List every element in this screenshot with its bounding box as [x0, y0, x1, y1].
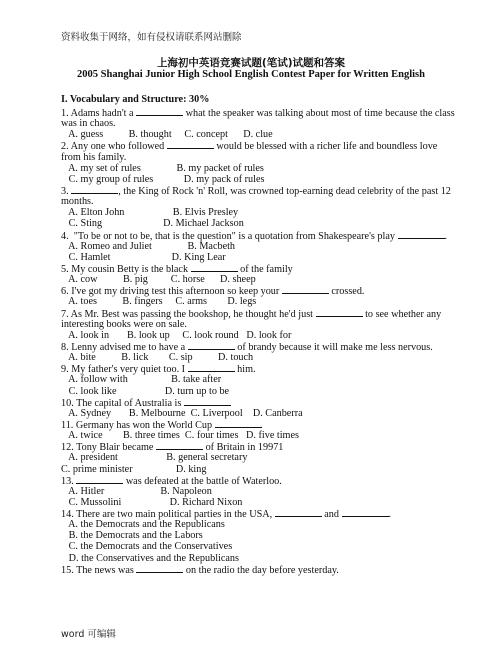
question-line: B. the Democrats and the Labors	[61, 530, 203, 542]
question-line: 10. The capital of Australia is	[61, 397, 446, 408]
question-line: 15. The news was on the radio the day before yesterday.	[61, 564, 339, 576]
answer-blank	[167, 140, 214, 149]
question-line: C. Hamlet D. King Lear	[61, 251, 226, 263]
question-line: C. prime minister D. king	[61, 463, 207, 475]
question-line: A. president B. general secretary	[61, 452, 248, 464]
question-line: months.	[61, 196, 94, 208]
footer-note: word 可编辑	[61, 629, 116, 640]
answer-blank	[156, 441, 203, 450]
answer-blank	[342, 508, 389, 517]
question-line: 12. Tony Blair became of Britain in 19971	[61, 442, 284, 454]
question-line: A. twice B. three times C. four times D. five times	[61, 430, 299, 442]
question-line: C. my group of rules D. my pack of rules	[61, 173, 265, 185]
question-line: A. the Democrats and the Republicans	[61, 519, 225, 531]
question-line: C. the Democrats and the Conservatives	[61, 541, 233, 553]
question-line: 7. As Mr. Best was passing the bookshop, he thought he'd just to see whether any	[61, 308, 442, 320]
question-line: 1. Adams hadn't a what the speaker was talking about most of time because the class	[61, 108, 455, 119]
answer-blank	[188, 341, 235, 350]
question-line: A. look in B. look up C. look round D. look for	[61, 329, 292, 341]
section-heading: I. Vocabulary and Structure: 30%	[61, 94, 210, 105]
answer-blank	[136, 564, 183, 573]
answer-blank	[398, 230, 445, 239]
question-line: 3. , the King of Rock 'n' Roll, was crowned top-earning dead celebrity of the past 12	[61, 185, 451, 197]
question-line: A. Elton John B. Elvis Presley	[61, 207, 239, 219]
question-line: from his family.	[61, 151, 127, 163]
question-line: A. follow with B. take after	[61, 374, 222, 386]
question-line: was in chaos.	[61, 118, 116, 130]
question-list	[61, 94, 455, 576]
question-line: A. Hitler B. Napoleon	[61, 485, 212, 497]
answer-blank	[215, 419, 262, 428]
question-line: 13. was defeated at the battle of Waterloo.	[61, 475, 282, 487]
question-line: A. cow B. pig C. horse D. sheep	[61, 274, 256, 286]
question-line: C. Sting D. Michael Jackson	[61, 218, 244, 230]
question-line: interesting books were on sale.	[61, 318, 187, 330]
question-line: 6. I've got my driving test this afternoon so keep your crossed.	[61, 286, 365, 298]
answer-blank	[316, 308, 363, 317]
answer-blank	[136, 107, 183, 116]
question-line: A. my set of rules B. my packet of rules	[61, 162, 264, 174]
answer-blank	[71, 185, 118, 194]
question-line: A. Sydney B. Melbourne C. Liverpool D. Canberra	[61, 407, 303, 419]
question-line: 8. Lenny advised me to have a of brandy because it will make me less nervous.	[61, 341, 433, 353]
question-line: 5. My cousin Betty is the black of the family	[61, 263, 293, 275]
answer-blank	[184, 397, 231, 406]
page-title-chinese: 上海初中英语竞赛试题(笔试)试题和答案	[156, 57, 346, 69]
answer-blank	[76, 475, 123, 484]
question-line: D. the Conservatives and the Republicans	[61, 552, 239, 564]
question-line: A. Romeo and Juliet B. Macbeth	[61, 240, 236, 252]
question-line: 2. Any one who followed would be blessed with a richer life and boundless love	[61, 141, 438, 153]
question-line: 14. There are two main political parties in the USA, and .	[61, 509, 392, 521]
question-line: C. Mussolini D. Richard Nixon	[61, 496, 243, 508]
question-line: C. look like D. turn up to be	[61, 385, 230, 397]
answer-blank	[282, 285, 329, 294]
answer-blank	[275, 508, 322, 517]
answer-blank	[191, 263, 238, 272]
question-line: A. guess B. thought C. concept D. clue	[61, 129, 273, 141]
page-title-english: 2005 Shanghai Junior High School English Contest Paper for Written English	[77, 69, 425, 80]
question-line: 4. "To be or not to be, that is the question" is a quotation from Shakespeare's play .	[61, 230, 448, 242]
question-line: 9. My father's very quiet too. I him.	[61, 364, 256, 376]
question-line: A. bite B. lick C. sip D. touch	[61, 352, 254, 364]
question-line: A. toes B. fingers C. arms D. legs	[61, 296, 257, 308]
question-line: 11. Germany has won the World Cup	[61, 419, 446, 430]
header-note: 资料收集于网络，如有侵权请联系网站删除	[61, 32, 242, 43]
answer-blank	[188, 363, 235, 372]
